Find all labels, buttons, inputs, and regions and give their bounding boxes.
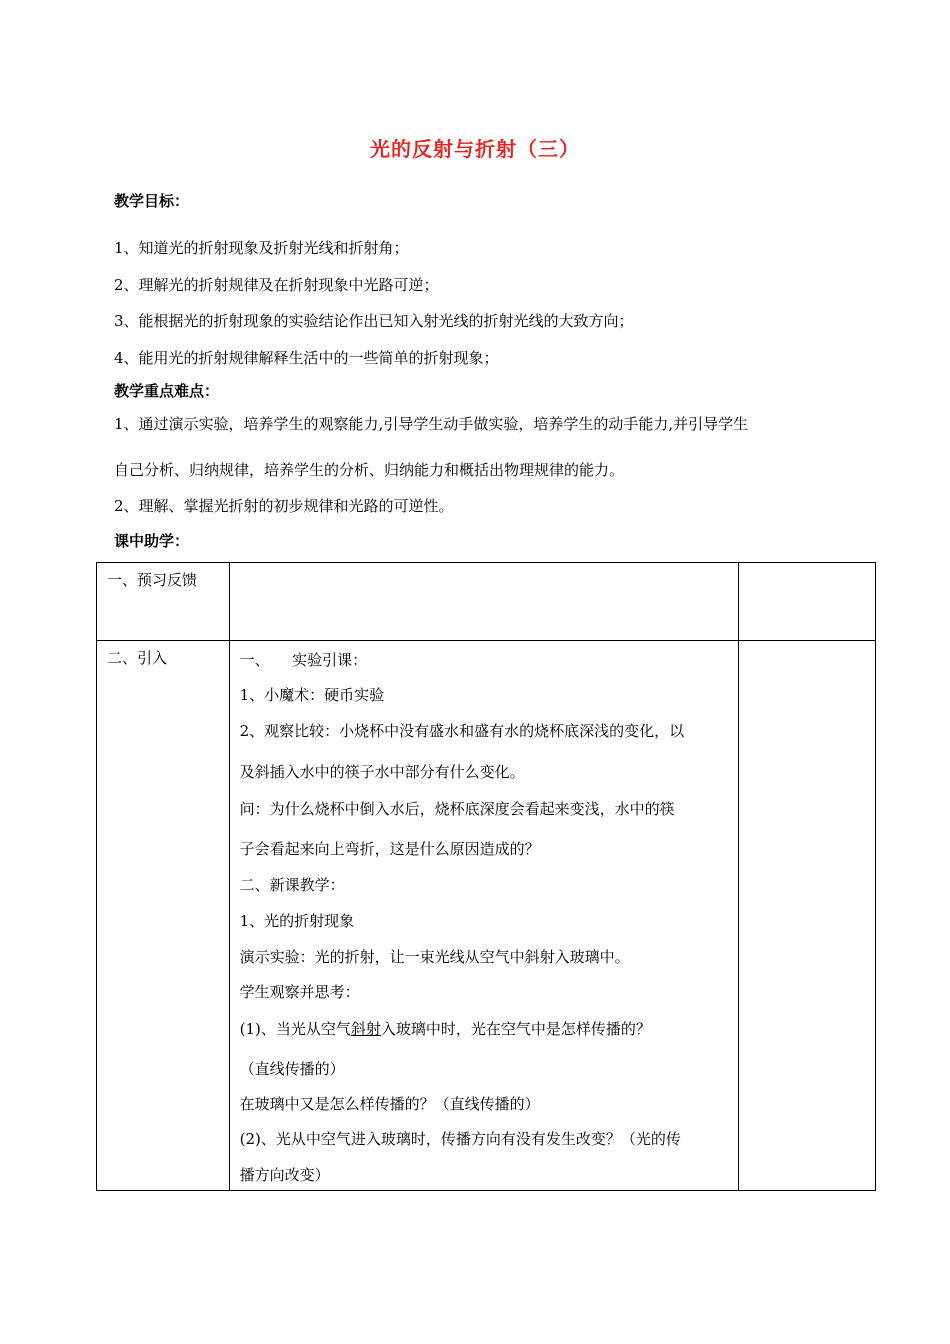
key-point-item: 自己分析、归纳规律，培养学生的分析、归纳能力和概括出物理规律的能力。 bbox=[114, 461, 625, 479]
key-points-heading: 教学重点难点： bbox=[114, 382, 220, 400]
content-line bbox=[240, 1018, 651, 1039]
row-label: 一、预习反馈 bbox=[97, 563, 230, 641]
content-line: 2、观察比较：小烧杯中没有盛水和盛有水的烧杯底深浅的变化，以 bbox=[239, 722, 685, 740]
page-title: 光的反射与折射（三） bbox=[370, 137, 580, 161]
content-line: 1、小魔术：硬币实验 bbox=[239, 686, 385, 704]
table-row bbox=[97, 563, 876, 641]
content-line: （直线传播的） bbox=[239, 1060, 345, 1078]
content-line: 演示实验：光的折射，让一束光线从空气中斜射入玻璃中。 bbox=[239, 948, 630, 966]
objectives-heading: 教学目标： bbox=[114, 192, 190, 210]
content-text: (1)、当光从空气 bbox=[239, 1020, 351, 1038]
lesson-aid-heading: 课中助学： bbox=[114, 532, 190, 550]
content-line: 学生观察并思考： bbox=[239, 983, 360, 1001]
row-content bbox=[229, 563, 738, 641]
objective-item: 1、知道光的折射现象及折射光线和折射角； bbox=[114, 239, 409, 257]
row-notes bbox=[739, 641, 876, 1191]
lesson-aid-table bbox=[96, 562, 876, 1191]
objective-item: 4、能用光的折射规律解释生活中的一些简单的折射现象； bbox=[114, 349, 499, 367]
row-notes bbox=[739, 563, 876, 641]
content-line: 及斜插入水中的筷子水中部分有什么变化。 bbox=[239, 763, 525, 781]
content-line: (2)、光从中空气进入玻璃时，传播方向有没有发生改变？（光的传 bbox=[239, 1130, 681, 1148]
table-row bbox=[97, 641, 876, 1191]
objective-item: 2、理解光的折射规律及在折射现象中光路可逆； bbox=[114, 276, 439, 294]
key-point-item: 1、通过演示实验，培养学生的观察能力,引导学生动手做实验，培养学生的动手能力,并引导学生 bbox=[114, 415, 749, 433]
content-line: 一、 实验引课： bbox=[239, 651, 368, 669]
content-line: 播方向改变） bbox=[239, 1166, 330, 1184]
content-line: 1、光的折射现象 bbox=[239, 912, 355, 930]
row-label: 二、引入 bbox=[97, 641, 230, 1191]
content-line: 在玻璃中又是怎么样传播的？（直线传播的） bbox=[239, 1095, 540, 1113]
content-line: 子会看起来向上弯折，这是什么原因造成的？ bbox=[239, 840, 540, 858]
underlined-term: 斜射 bbox=[350, 1020, 381, 1038]
objective-item: 3、能根据光的折射现象的实验结论作出已知入射光线的折射光线的大致方向； bbox=[114, 312, 634, 330]
content-line: 问：为什么烧杯中倒入水后，烧杯底深度会看起来变浅，水中的筷 bbox=[239, 800, 675, 818]
key-point-item: 2、理解、掌握光折射的初步规律和光路的可逆性。 bbox=[114, 497, 454, 515]
content-line: 二、新课教学： bbox=[239, 876, 345, 894]
content-text: 入玻璃中时，光在空气中是怎样传播的？ bbox=[380, 1020, 651, 1038]
row-content bbox=[229, 641, 738, 1191]
